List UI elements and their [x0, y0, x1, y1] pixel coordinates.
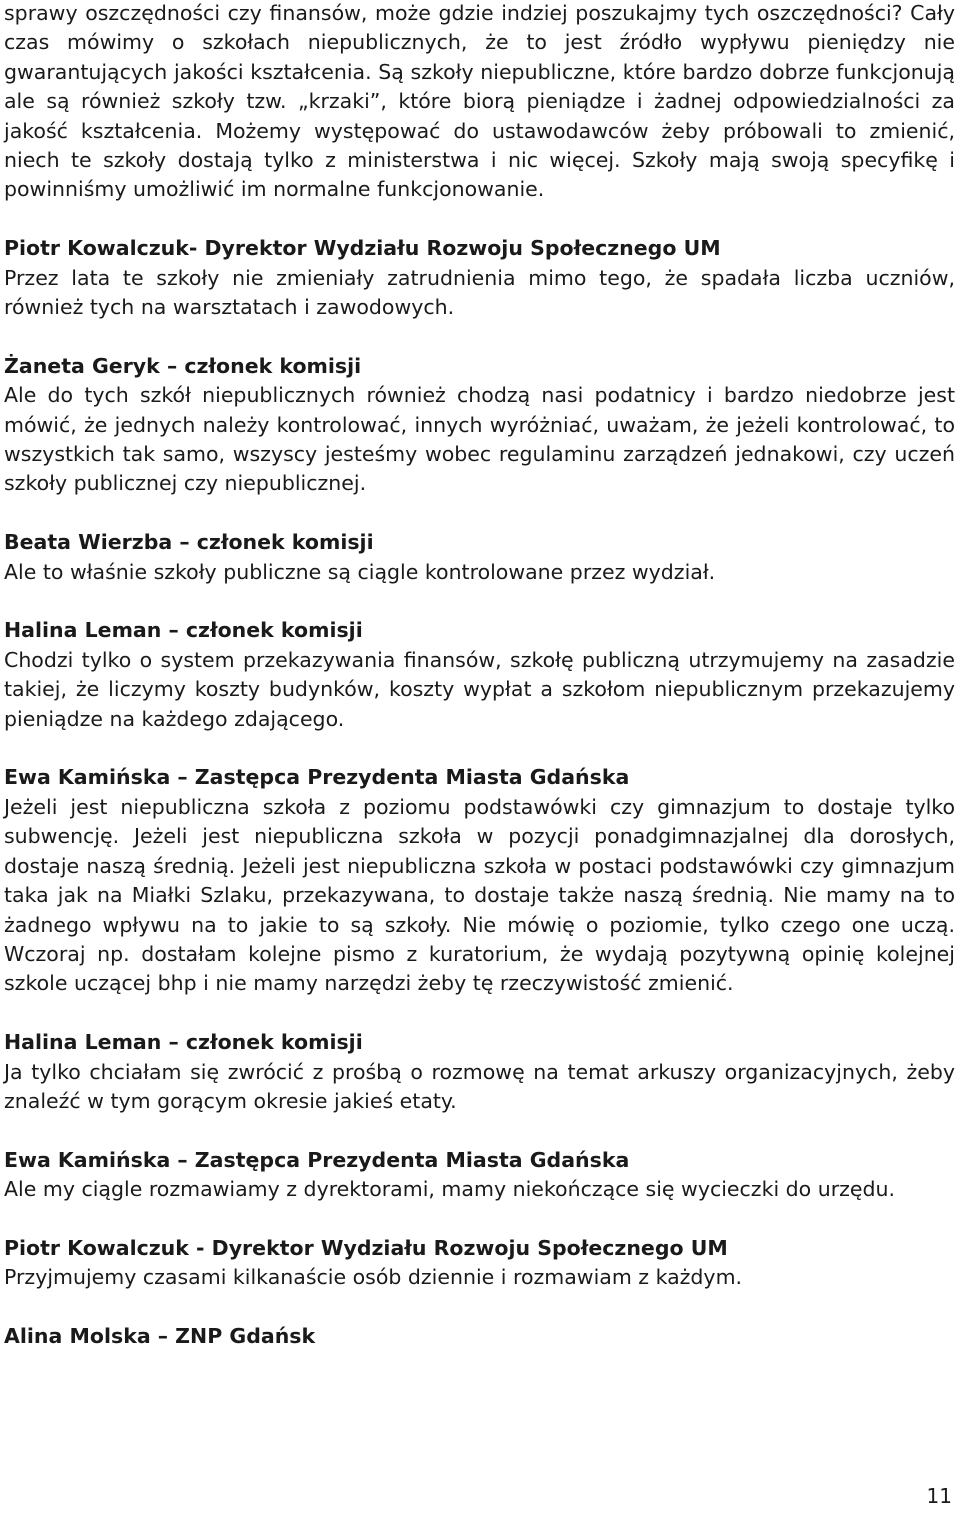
page-number: 11 — [926, 1484, 952, 1508]
document-page — [4, 0, 955, 1352]
speech-text: Ja tylko chciałam się zwrócić z prośbą o rozmowę na temat arkuszy organizacyjnych, żeby znaleźć w tym gorącym okresie jakieś etaty. — [4, 1059, 955, 1113]
speaker-name: Piotr Kowalczuk- Dyrektor Wydziału Rozwoju Społecznego UM — [4, 236, 721, 261]
entry-leman-2 — [4, 1028, 955, 1116]
entry-kaminska-2 — [4, 1146, 955, 1205]
speaker-name: Alina Molska – ZNP Gdańsk — [4, 1324, 316, 1349]
opening-paragraph: sprawy oszczędności czy finansów, może gdzie indziej poszukajmy tych oszczędności? Cały czas mówimy o szkołach niepublicznych, że to jest źródło wypływu pieniędzy nie gwarantujących jakości kształcenia. Są szkoły niepubliczne, które bardzo dobrze funkcjonują ale są również szkoły tzw. „krzaki”, które biorą pieniądze i żadnej odpowiedzialności za jakość kształcenia. Możemy występować do ustawodawców żeby próbowali to zmienić, niech te szkoły dostają tylko z ministerstwa i nic więcej. Szkoły mają swoją specyfikę i powinniśmy umożliwić im normalne funkcjonowanie. — [4, 1, 955, 202]
speaker-name: Piotr Kowalczuk - Dyrektor Wydziału Rozwoju Społecznego UM — [4, 1235, 728, 1260]
speaker-name: Halina Leman – członek komisji — [4, 618, 363, 643]
speaker-name: Ewa Kamińska – Zastępca Prezydenta Miasta Gdańska — [4, 765, 630, 790]
entry-kaminska-1 — [4, 763, 955, 998]
speech-text: Przyjmujemy czasami kilkanaście osób dziennie i rozmawiam z każdym. — [4, 1265, 743, 1290]
speech-text: Ale do tych szkół niepublicznych również chodzą nasi podatnicy i bardzo niedobrze jest mówić, że jednych należy kontrolować, innych wyróżniać, uważam, że jeżeli kontrolować, to wszystkich tak samo, wszyscy jesteśmy wobec regulaminu zarządzeń jednakowi, czy uczeń szkoły publicznej czy niepublicznej. — [4, 383, 955, 496]
entry-geryk — [4, 352, 955, 499]
speaker-name: Halina Leman – członek komisji — [4, 1030, 363, 1055]
speaker-name: Żaneta Geryk – członek komisji — [4, 353, 362, 378]
speech-text: Ale my ciągle rozmawiamy z dyrektorami, mamy niekończące się wycieczki do urzędu. — [4, 1177, 896, 1202]
entry-wierzba — [4, 528, 955, 587]
speaker-name: Beata Wierzba – członek komisji — [4, 530, 374, 555]
entry-kowalczuk-1 — [4, 234, 955, 322]
entry-leman-1 — [4, 616, 955, 734]
speech-text: Chodzi tylko o system przekazywania finansów, szkołę publiczną utrzymujemy na zasadzie takiej, że liczymy koszty budynków, koszty wypłat a szkołom niepublicznym przekazujemy pieniądze na każdego zdającego. — [4, 647, 955, 731]
speech-text: Ale to właśnie szkoły publiczne są ciągle kontrolowane przez wydział. — [4, 559, 716, 584]
speaker-name: Ewa Kamińska – Zastępca Prezydenta Miasta Gdańska — [4, 1147, 630, 1172]
entry-molska — [4, 1322, 955, 1351]
entry-kowalczuk-2 — [4, 1234, 955, 1293]
speech-text: Jeżeli jest niepubliczna szkoła z poziomu podstawówki czy gimnazjum to dostaje tylko subwencję. Jeżeli jest niepubliczna szkoła w pozycji ponadgimnazjalnej dla dorosłych, dostaje naszą średnią. Jeżeli jest niepubliczna szkoła w postaci podstawówki czy gimnazjum taka jak na Miałki Szlaku, przekazywana, to dostaje także naszą średnią. Nie mamy na to żadnego wpływu na to jakie to są szkoły. Nie mówię o poziomie, tylko czego one uczą. Wczoraj np. dostałam kolejne pismo z kuratorium, że wydają pozytywną opinię kolejnej szkole uczącej bhp i nie mamy narzędzi żeby tę rzeczywistość zmienić. — [4, 794, 955, 996]
speech-text: Przez lata te szkoły nie zmieniały zatrudnienia mimo tego, że spadała liczba uczniów, również tych na warsztatach i zawodowych. — [4, 265, 955, 320]
